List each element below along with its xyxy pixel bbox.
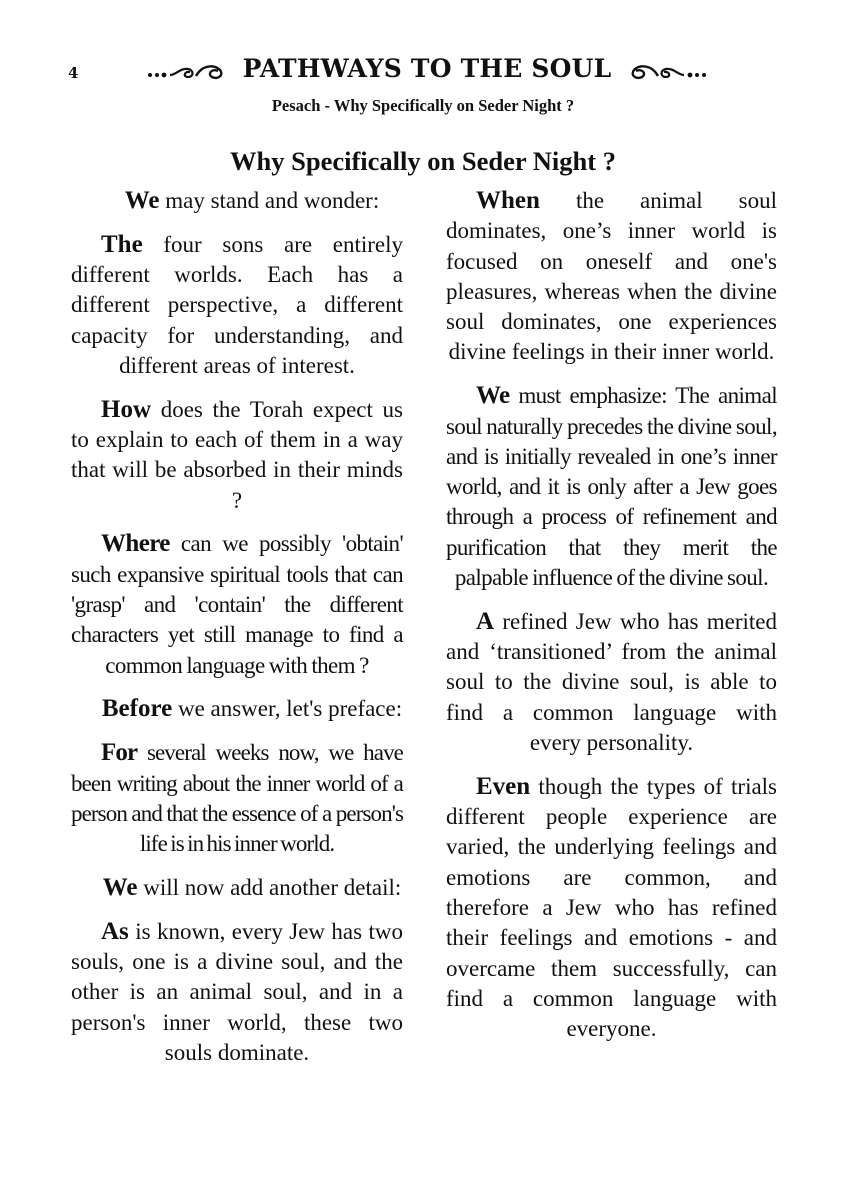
paragraph-text: though the types of trials different people experience are varied, the underlying feelings and emotions are common, and therefore a Jew who has refined their feelings and emotions - and overcame them successfully, can find a common language with everyone. [446, 773, 778, 1042]
paragraph [71, 738, 403, 859]
paragraph-lead-word: We [476, 382, 510, 410]
paragraph [71, 395, 403, 516]
paragraph-lead-word: Even [476, 772, 531, 800]
paragraph [71, 917, 403, 1068]
paragraph [71, 529, 403, 680]
paragraph-text: the animal soul dominates, one’s inner world is focused on oneself and one's pleasures, whereas when the divine soul dominates, one experiences divine feelings in their inner world. [446, 188, 778, 365]
paragraph-lead-word: Where [101, 530, 170, 558]
right-column [446, 186, 777, 1058]
article-title: Why Specifically on Seder Night ? [230, 146, 616, 176]
paragraph [446, 381, 777, 593]
paragraph-text: will now add another detail: [143, 874, 402, 900]
running-title: PATHWAYS TO THE SOUL [242, 54, 612, 83]
paragraph-text: must emphasize: The animal soul naturally precedes the divine soul, and is initially revealed in one’s inner world, and it is only after a Jew goes through a process of refinement and purification that they merit the palpable influence of the divine soul. [446, 383, 777, 591]
flourish-right-icon [624, 60, 708, 82]
flourish-left-icon [146, 60, 230, 82]
paragraph [446, 772, 777, 1045]
paragraph-text: refined Jew who has merited and ‘transitioned’ from the animal soul to the divine soul, is able to find a common language with every personality. [446, 608, 777, 756]
paragraph-text: we answer, let's preface: [177, 696, 403, 722]
page-number: 4 [68, 64, 79, 82]
paragraph-text: can we possibly 'obtain' such expansive spiritual tools that can 'grasp' and 'contain' the different characters yet still manage to find a common language with them ? [71, 531, 404, 678]
section-subtitle: Pesach - Why Specifically on Seder Night ? [271, 96, 575, 115]
paragraph [446, 607, 777, 758]
paragraph-lead-word: Before [101, 695, 173, 723]
paragraph-text: does the Torah expect us to explain to each of them in a way that will be absorbed in their minds ? [71, 396, 404, 513]
paragraph-lead-word: We [124, 187, 160, 214]
page-header [0, 52, 846, 88]
running-title-row [132, 54, 722, 83]
paragraph-lead-word: As [101, 917, 129, 945]
paragraph [71, 873, 403, 903]
paragraph-text: several weeks now, we have been writing about the inner world of a person and that the essence of a person's life is in his inner world. [71, 740, 403, 857]
paragraph [71, 230, 403, 381]
paragraph [71, 186, 403, 216]
paragraph-lead-word: For [101, 739, 138, 767]
paragraph-lead-word: A [476, 607, 495, 635]
paragraph-lead-word: The [101, 230, 143, 258]
paragraph-text: is known, every Jew has two souls, one is a divine soul, and the other is an animal soul, and in a person's inner world, these two souls dominate. [71, 918, 403, 1065]
paragraph-text: four sons are entirely different worlds. Each has a different perspective, a different capacity for understanding, and different areas of interest. [71, 231, 404, 378]
paragraph [446, 186, 777, 368]
paragraph-text: may stand and wonder: [165, 188, 380, 213]
paragraph-lead-word: When [476, 187, 540, 214]
paragraph-lead-word: How [101, 395, 151, 423]
paragraph [71, 694, 403, 724]
paragraph-lead-word: We [102, 873, 138, 901]
left-column [71, 186, 403, 1082]
